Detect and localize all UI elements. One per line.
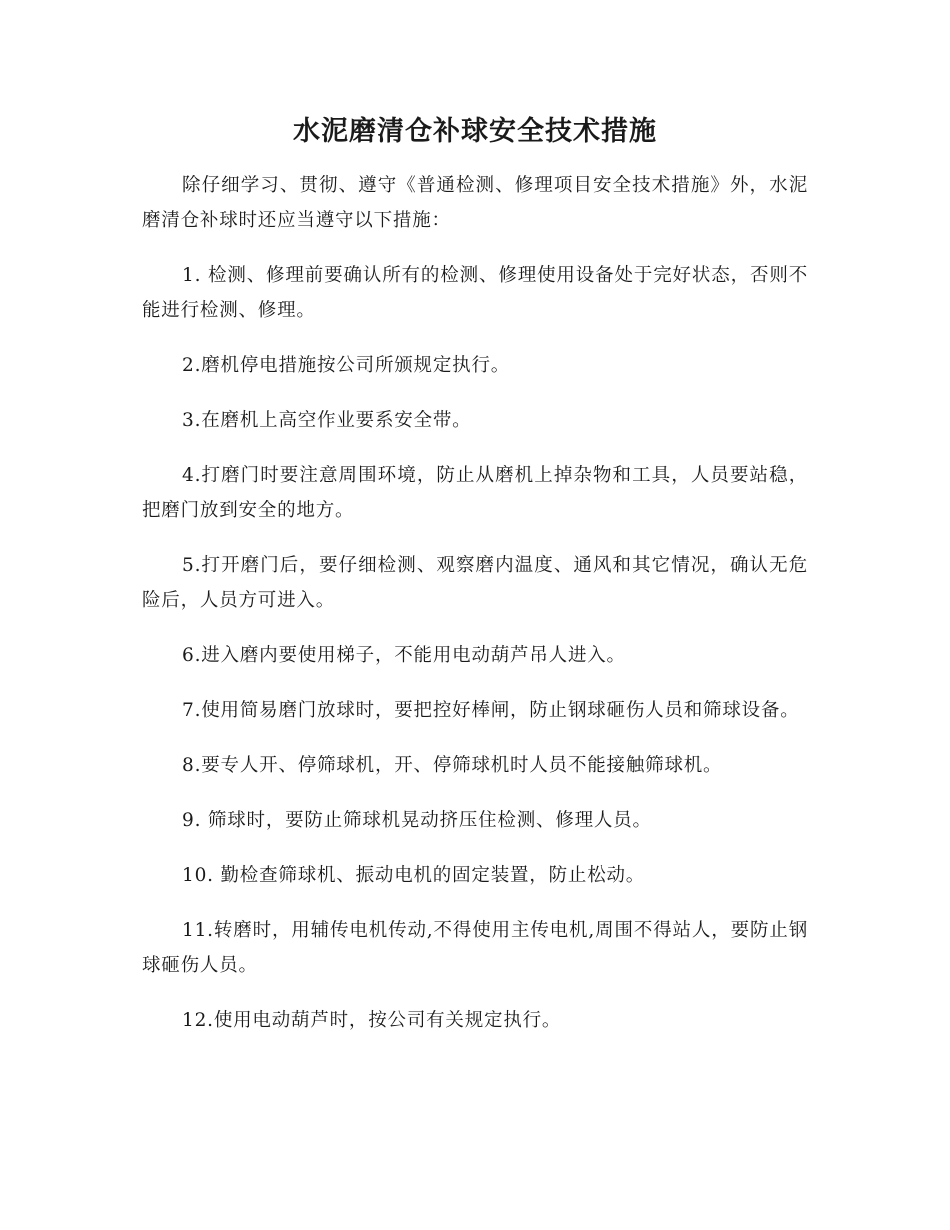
measure-item-7: 7.使用简易磨门放球时，要把控好棒闸，防止钢球砸伤人员和筛球设备。 xyxy=(182,700,800,721)
measure-item-11: 11.转磨时，用辅传电机传动,不得使用主传电机,周围不得站人，要防止钢球砸伤人员。 xyxy=(142,920,808,976)
measure-item-6: 6.进入磨内要使用梯子，不能用电动葫芦吊人进入。 xyxy=(182,645,626,666)
intro-paragraph: 除仔细学习、贯彻、遵守《普通检测、修理项目安全技术措施》外，水泥磨清仓补球时还应当遵守以下措施： xyxy=(142,175,808,231)
measure-item-12: 12.使用电动葫芦时，按公司有关规定执行。 xyxy=(182,1010,562,1031)
measure-item-5: 5.打开磨门后，要仔细检测、观察磨内温度、通风和其它情况，确认无危险后，人员方可进入。 xyxy=(142,555,808,611)
measure-item-8: 8.要专人开、停筛球机，开、停筛球机时人员不能接触筛球机。 xyxy=(182,755,723,776)
measure-item-10: 10. 勤检查筛球机、振动电机的固定装置，防止松动。 xyxy=(182,865,646,886)
document-title: 水泥磨清仓补球安全技术措施 xyxy=(293,116,657,147)
measure-item-9: 9. 筛球时，要防止筛球机晃动挤压住检测、修理人员。 xyxy=(182,810,652,831)
measure-item-1: 1. 检测、修理前要确认所有的检测、修理使用设备处于完好状态，否则不能进行检测、修理。 xyxy=(142,265,808,321)
document-body xyxy=(142,168,808,1058)
measure-item-3: 3.在磨机上高空作业要系安全带。 xyxy=(182,410,472,431)
measure-item-2: 2.磨机停电措施按公司所颁规定执行。 xyxy=(182,355,511,376)
measure-item-4: 4.打磨门时要注意周围环境，防止从磨机上掉杂物和工具，人员要站稳，把磨门放到安全的地方。 xyxy=(142,465,808,521)
